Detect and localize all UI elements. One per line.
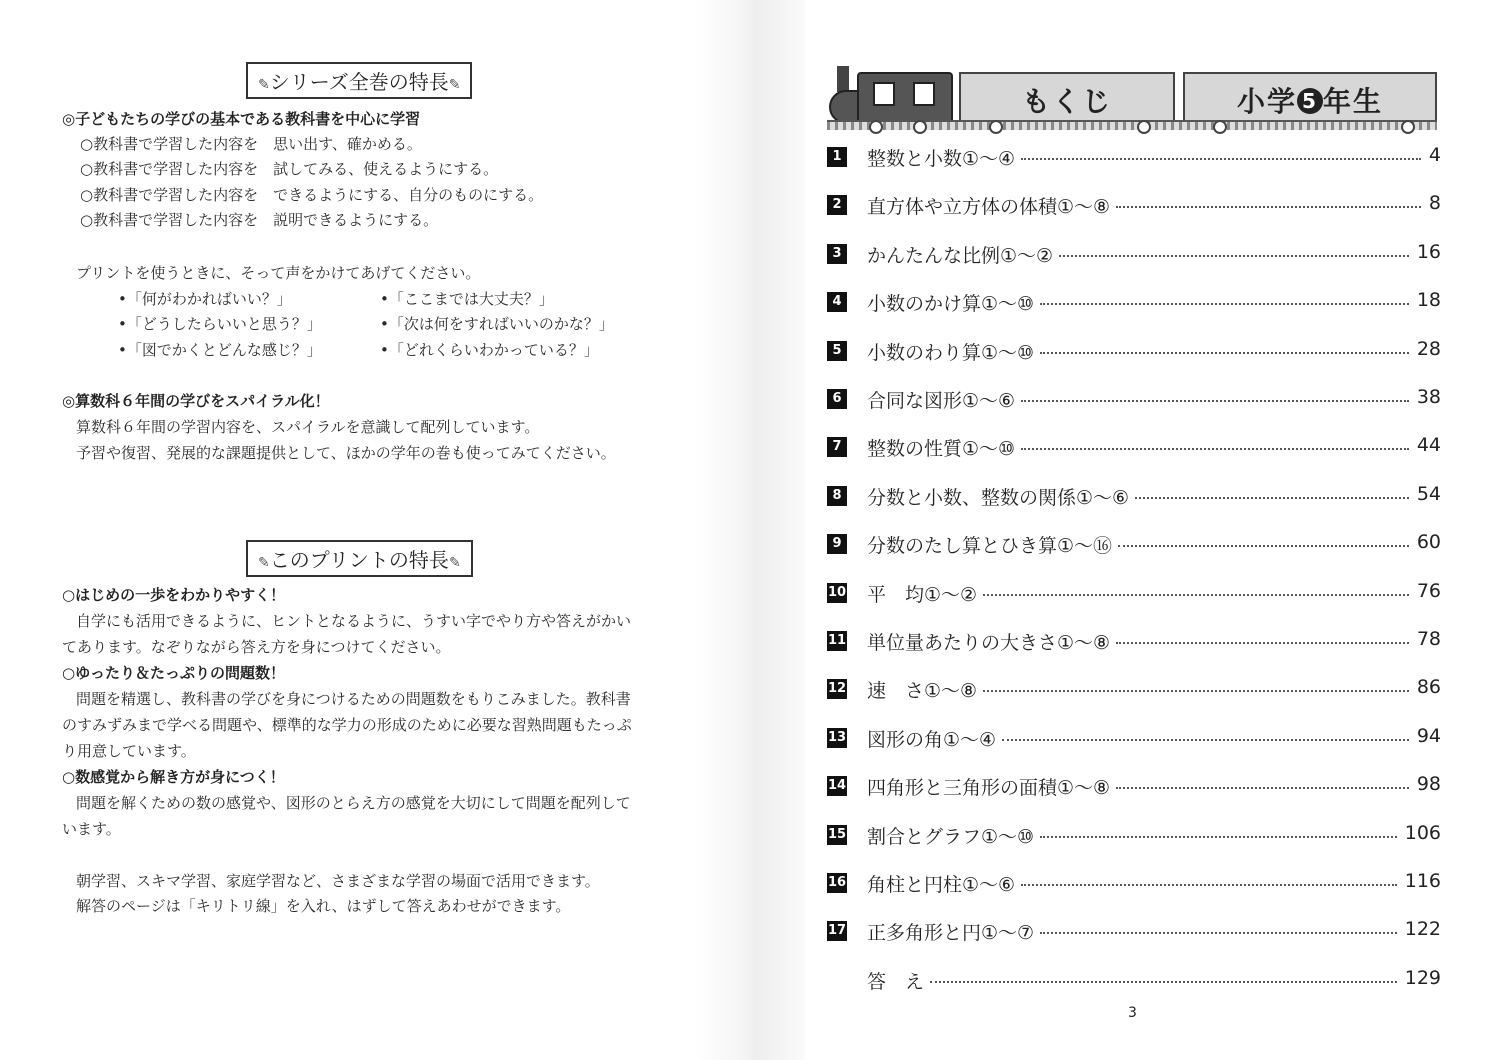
prompt-item: •「何がわかればいい？」 [118, 290, 292, 308]
grade-label: 小学 5 年生 [1236, 85, 1384, 118]
toc-row [827, 580, 1441, 610]
wheel-icon [869, 120, 883, 134]
toc-title: 直方体や立方体の体積①～⑧ [867, 192, 1112, 219]
wheel-icon [1137, 120, 1151, 134]
toc-row [827, 338, 1441, 368]
toc-title: 分数と小数、整数の関係①～⑥ [867, 483, 1131, 510]
toc-number-badge: 4 [827, 292, 847, 312]
locomotive-chimney [837, 66, 849, 92]
prompt-item: •「どれくらいわかっている？」 [380, 341, 599, 359]
pencil-icon: ✎ [448, 77, 461, 93]
section-heading: ◎子どもたちの学びの基本である教科書を中心に学習 [62, 110, 421, 128]
text-line: ○教科書で学習した内容を できるようにする、自分のものにする。 [80, 186, 544, 204]
toc-row [827, 531, 1441, 561]
toc-title: 正多角形と円①～⑦ [867, 918, 1036, 945]
toc-leader-dots [1021, 448, 1409, 450]
toc-number-badge: 2 [827, 195, 847, 215]
toc-leader-dots [1040, 836, 1397, 838]
toc-heading: もくじ [1021, 85, 1112, 118]
toc-row [827, 676, 1441, 706]
toc-row [827, 870, 1441, 900]
toc-page-number: 106 [1404, 821, 1441, 844]
right-page [745, 0, 1500, 1060]
toc-leader-dots [983, 690, 1409, 692]
toc-title: 速 さ①～⑧ [867, 676, 979, 703]
text-line: ○教科書で学習した内容を 試してみる、使えるようにする。 [80, 160, 499, 178]
section-heading: ○はじめの一歩をわかりやすく！ [62, 586, 286, 604]
prompt-item: •「どうしたらいいと思う？」 [118, 315, 322, 333]
pencil-icon: ✎ [258, 77, 270, 93]
text-line: プリントを使うときに、そって声をかけてあげてください。 [76, 264, 481, 282]
toc-title: 整数の性質①～⑩ [867, 434, 1017, 461]
prompt-item: •「次は何をすればいいのかな？」 [380, 315, 614, 333]
toc-page-number: 18 [1416, 289, 1441, 312]
text-line: 自学にも活用できるように、ヒントとなるように、うすい字でやり方や答えがかい [76, 612, 632, 630]
toc-row [827, 822, 1441, 852]
toc-leader-dots [1059, 255, 1409, 257]
toc-number-badge: 12 [827, 679, 847, 699]
section-heading: ○ゆったり＆たっぷりの問題数！ [62, 664, 285, 682]
toc-number-badge: 13 [827, 728, 847, 748]
wheel-icon [1213, 120, 1227, 134]
window-icon [873, 82, 895, 106]
section-heading: ○数感覚から解き方が身につく！ [62, 768, 285, 786]
toc-page-number: 122 [1404, 918, 1441, 941]
toc-number-badge: 8 [827, 486, 847, 506]
toc-number-badge: 6 [827, 389, 847, 409]
toc-number-badge: 1 [827, 147, 847, 167]
toc-row [827, 967, 1441, 997]
toc-leader-dots [1021, 884, 1397, 886]
toc-page-number: 16 [1416, 240, 1441, 263]
toc-number-badge: 11 [827, 631, 847, 651]
toc-row [827, 628, 1441, 658]
toc-number-badge: 7 [827, 437, 847, 457]
toc-leader-dots [1116, 206, 1421, 208]
toc-leader-dots [1118, 545, 1409, 547]
toc-page-number: 129 [1404, 966, 1441, 989]
toc-number-badge: 10 [827, 583, 847, 603]
prompt-item: •「ここまでは大丈夫？」 [380, 290, 554, 308]
toc-page-number: 94 [1416, 724, 1441, 747]
toc-title: かんたんな比例①～② [867, 241, 1055, 268]
toc-number-badge: 3 [827, 244, 847, 264]
toc-leader-dots [1135, 497, 1409, 499]
toc-row [827, 773, 1441, 803]
print-features-title: ✎このプリントの特長✎ [246, 540, 473, 577]
toc-page-number: 38 [1416, 386, 1441, 408]
toc-row [827, 289, 1441, 319]
toc-title: 答 え [867, 967, 926, 994]
text-line: 問題を解くための数の感覚や、図形のとらえ方の感覚を大切にして問題を配列して [76, 794, 631, 812]
toc-title: 角柱と円柱①～⑥ [867, 870, 1017, 897]
toc-row [827, 725, 1441, 755]
text-line: 問題を精選し、教科書の学びを身につけるための問題数をもりこみました。教科書 [76, 690, 631, 708]
toc-page-number: 86 [1416, 676, 1441, 699]
toc-leader-dots [1021, 158, 1421, 160]
text-line: のすみずみまで学べる問題や、標準的な学力の形成のために必要な習熟問題もたっぷ [62, 716, 632, 734]
toc-leader-dots [1116, 787, 1409, 789]
section-heading: ◎算数科６年間の学びをスパイラル化！ [62, 392, 330, 410]
toc-leader-dots [1021, 400, 1409, 402]
window-icon [913, 82, 935, 106]
page-number: 3 [1128, 1005, 1137, 1021]
toc-row [827, 144, 1441, 174]
text-line: り用意しています。 [62, 742, 196, 760]
train-header [827, 62, 1437, 134]
text-line: てあります。なぞりながら答え方を身につけてください。 [62, 638, 451, 656]
toc-number-badge: 17 [827, 921, 847, 941]
toc-leader-dots [1040, 932, 1397, 934]
toc-title: 小数のわり算①～⑩ [867, 338, 1036, 365]
toc-title: 単位量あたりの大きさ①～⑧ [867, 628, 1112, 655]
text-line: います。 [62, 820, 121, 838]
toc-number-badge: 14 [827, 776, 847, 796]
toc-page-number: 76 [1416, 579, 1441, 602]
toc-leader-dots [983, 594, 1409, 596]
toc-title: 分数のたし算とひき算①～⑯ [867, 531, 1114, 558]
text-line: 予習や復習、発展的な課題提供として、ほかの学年の巻も使ってみてください。 [76, 444, 616, 462]
toc-title: 図形の角①～④ [867, 725, 998, 752]
toc-leader-dots [930, 981, 1397, 983]
toc-row [827, 483, 1441, 513]
toc-number-badge: 5 [827, 341, 847, 361]
toc-page-number: 116 [1404, 870, 1441, 892]
locomotive-icon [857, 72, 953, 124]
toc-leader-dots [1040, 352, 1409, 354]
train-car-toc [959, 72, 1175, 122]
toc-page-number: 28 [1416, 337, 1441, 360]
toc-page-number: 44 [1416, 434, 1441, 457]
text-line: 算数科６年間の学習内容を、スパイラルを意識して配列しています。 [76, 418, 540, 436]
toc-page-number: 78 [1416, 628, 1441, 650]
toc-title: 平 均①～② [867, 580, 979, 607]
toc-title: 四角形と三角形の面積①～⑧ [867, 773, 1112, 800]
toc-row [827, 918, 1441, 948]
toc-title: 合同な図形①～⑥ [867, 386, 1017, 413]
text-line: 朝学習、スキマ学習、家庭学習など、さまざまな学習の場面で活用できます。 [76, 872, 600, 890]
pencil-icon: ✎ [258, 555, 270, 571]
pencil-icon: ✎ [448, 555, 461, 571]
toc-page-number: 8 [1428, 192, 1441, 215]
toc-number-badge [827, 970, 847, 990]
text-line: ○教科書で学習した内容を 説明できるようにする。 [80, 211, 439, 229]
wheel-icon [989, 120, 1003, 134]
toc-title: 割合とグラフ①～⑩ [867, 822, 1036, 849]
toc-number-badge: 15 [827, 825, 847, 845]
toc-number-badge: 16 [827, 873, 847, 893]
text-line: 解答のページは「キリトリ線」を入れ、はずして答えあわせができます。 [76, 897, 571, 915]
toc-row [827, 434, 1441, 464]
toc-title: 整数と小数①～④ [867, 144, 1017, 171]
toc-leader-dots [1116, 642, 1409, 644]
train-car-grade [1183, 72, 1437, 122]
wheel-icon [1401, 120, 1415, 134]
toc-row [827, 386, 1441, 416]
left-page [0, 0, 745, 1060]
toc-number-badge: 9 [827, 534, 847, 554]
toc-leader-dots [1040, 303, 1409, 305]
wheel-icon [913, 120, 927, 134]
text-line: ○教科書で学習した内容を 思い出す、確かめる。 [80, 135, 422, 153]
toc-page-number: 4 [1428, 144, 1441, 166]
toc-title: 小数のかけ算①～⑩ [867, 289, 1036, 316]
toc-page-number: 98 [1416, 773, 1441, 796]
series-features-title: ✎シリーズ全巻の特長✎ [246, 62, 472, 99]
prompt-item: •「図でかくとどんな感じ？」 [118, 341, 322, 359]
toc-leader-dots [1002, 739, 1409, 741]
toc-row [827, 241, 1441, 271]
toc-page-number: 60 [1416, 531, 1441, 554]
toc-page-number: 54 [1416, 482, 1441, 505]
toc-row [827, 192, 1441, 222]
